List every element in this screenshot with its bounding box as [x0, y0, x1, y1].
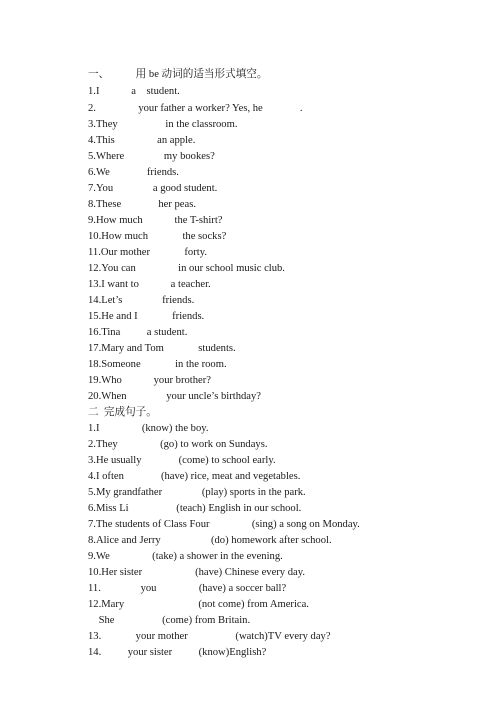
exercise-line: 19.Who your brother? [88, 375, 211, 386]
exercise-line: 9.How much the T-shirt? [88, 215, 223, 226]
exercise-line: 5.My grandfather (play) sports in the park. [88, 487, 306, 498]
exercise-line: 17.Mary and Tom students. [88, 343, 236, 354]
exercise-line: She (come) from Britain. [88, 615, 251, 626]
exercise-line: 8.Alice and Jerry (do) homework after school. [88, 535, 332, 546]
exercise-line: 15.He and I friends. [88, 311, 205, 322]
exercise-line: 6.We friends. [88, 167, 179, 178]
exercise-line: 13.I want to a teacher. [88, 279, 211, 290]
exercise-line: 14.Let’s friends. [88, 295, 195, 306]
exercise-line: 11. you (have) a soccer ball? [88, 583, 287, 594]
exercise-line: 3.He usually (come) to school early. [88, 455, 276, 466]
exercise-line: 11.Our mother forty. [88, 247, 207, 258]
section-2-heading: 二 完成句子。 [88, 407, 157, 418]
exercise-line: 13. your mother (watch)TV every day? [88, 631, 331, 642]
section-1-heading: 一、 用 be 动词的适当形式填空。 [88, 69, 268, 80]
exercise-line: 20.When your uncle’s birthday? [88, 391, 261, 402]
exercise-line: 16.Tina a student. [88, 327, 188, 338]
exercise-line: 2.They (go) to work on Sundays. [88, 439, 268, 450]
exercise-line: 10.How much the socks? [88, 231, 227, 242]
exercise-line: 10.Her sister (have) Chinese every day. [88, 567, 306, 578]
exercise-line: 7.The students of Class Four (sing) a song on Monday. [88, 519, 360, 530]
exercise-line: 4.This an apple. [88, 135, 196, 146]
exercise-line: 1.I a student. [88, 86, 180, 97]
exercise-line: 12.You can in our school music club. [88, 263, 285, 274]
exercise-line: 14. your sister (know)English? [88, 647, 267, 658]
exercise-line: 6.Miss Li (teach) English in our school. [88, 503, 302, 514]
exercise-line: 2. your father a worker? Yes, he . [88, 103, 303, 114]
exercise-line: 5.Where my bookes? [88, 151, 215, 162]
exercise-line: 7.You a good student. [88, 183, 218, 194]
exercise-line: 9.We (take) a shower in the evening. [88, 551, 283, 562]
exercise-line: 1.I (know) the boy. [88, 423, 209, 434]
exercise-line: 12.Mary (not come) from America. [88, 599, 309, 610]
exercise-line: 18.Someone in the room. [88, 359, 227, 370]
exercise-line: 3.They in the classroom. [88, 119, 238, 130]
exercise-line: 8.These her peas. [88, 199, 196, 210]
exercise-line: 4.I often (have) rice, meat and vegetables. [88, 471, 301, 482]
